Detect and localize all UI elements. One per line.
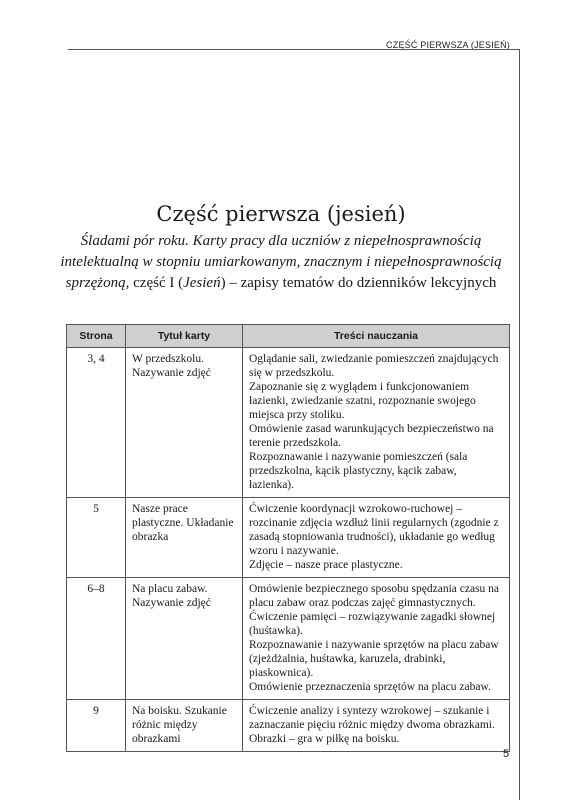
- subtitle-italic-1: Śladami pór roku. Karty pracy dla uczniów z niepełnosprawnością intelektualną w stopniu umiarkowanym, znacznym i niepełnosprawnością sprzężoną: [60, 233, 502, 291]
- content-line: Obrazki – gra w piłkę na boisku.: [249, 733, 400, 745]
- header-rule: [68, 49, 520, 50]
- content-line: Rozpoznawanie i nazywanie pomieszczeń (sala przedszkolna, kącik plastyczny, kącik zabaw, łazienka).: [249, 451, 468, 491]
- header-content: Treści nauczania: [243, 325, 510, 348]
- row-page: 5: [67, 498, 126, 578]
- row-title: Na placu zabaw. Nazywanie zdjęć: [126, 578, 243, 700]
- row-content: [243, 498, 510, 578]
- content-line: Ćwiczenie koordynacji wzrokowo-ruchowej – rozcinanie zdjęcia wzdłuż linii regularnych (zgodnie z zasadą stopniowania trudności), układanie go według wzoru i nazywanie.: [249, 503, 499, 557]
- row-title: W przedszkolu. Nazywanie zdjęć: [126, 348, 243, 498]
- row-title: Nasze prace plastyczne. Układanie obrazka: [126, 498, 243, 578]
- page-number: 5: [503, 748, 510, 760]
- content-line: Ćwiczenie pamięci – rozwiązywanie zagadki słownej (huśtawka).: [249, 611, 496, 637]
- content-line: Omówienie zasad warunkujących bezpieczeństwo na terenie przedszkola.: [249, 423, 494, 449]
- subtitle-normal-1: , część I (: [125, 275, 184, 291]
- content-line: Omówienie bezpiecznego sposobu spędzania czasu na placu zabaw oraz podczas zajęć gimnastycznych.: [249, 583, 500, 609]
- running-head: CZĘŚĆ PIERWSZA (JESIEŃ): [386, 40, 510, 50]
- content-line: Rozpoznawanie i nazywanie sprzętów na placu zabaw (zjeżdżalnia, huśtawka, karuzela, drabinki, piaskownica).: [249, 639, 499, 679]
- header-title: Tytuł karty: [126, 325, 243, 348]
- subtitle-normal-2: ) – zapisy tematów do dzienników lekcyjnych: [220, 275, 497, 291]
- subtitle-italic-2: Jesień: [183, 275, 221, 291]
- content-line: Omówienie przeznaczenia sprzętów na placu zabaw.: [249, 681, 491, 693]
- page-title: Część pierwsza (jesień): [156, 202, 406, 227]
- topics-table: [66, 324, 510, 752]
- subtitle: [58, 231, 504, 294]
- row-page: 6–8: [67, 578, 126, 700]
- content-line: Zdjęcie – nasze prace plastyczne.: [249, 559, 403, 571]
- margin-rule: [519, 49, 520, 800]
- table-row: [67, 578, 510, 700]
- table-row: [67, 700, 510, 752]
- table-row: [67, 498, 510, 578]
- table-row: [67, 348, 510, 498]
- content-line: Zapoznanie się z wyglądem i funkcjonowaniem łazienki, zwiedzanie szatni, rozpoznanie swojego miejsca przy stoliku.: [249, 381, 476, 421]
- content-line: Oglądanie sali, zwiedzanie pomieszczeń znajdujących się w przedszkolu.: [249, 353, 499, 379]
- table-header-row: [67, 325, 510, 348]
- row-title: Na boisku. Szukanie różnic między obrazkami: [126, 700, 243, 752]
- row-page: 9: [67, 700, 126, 752]
- row-content: [243, 348, 510, 498]
- content-line: Ćwiczenie analizy i syntezy wzrokowej – szukanie i zaznaczanie pięciu różnic między dwoma obrazkami.: [249, 705, 495, 731]
- row-page: 3, 4: [67, 348, 126, 498]
- header-page: Strona: [67, 325, 126, 348]
- row-content: [243, 700, 510, 752]
- row-content: [243, 578, 510, 700]
